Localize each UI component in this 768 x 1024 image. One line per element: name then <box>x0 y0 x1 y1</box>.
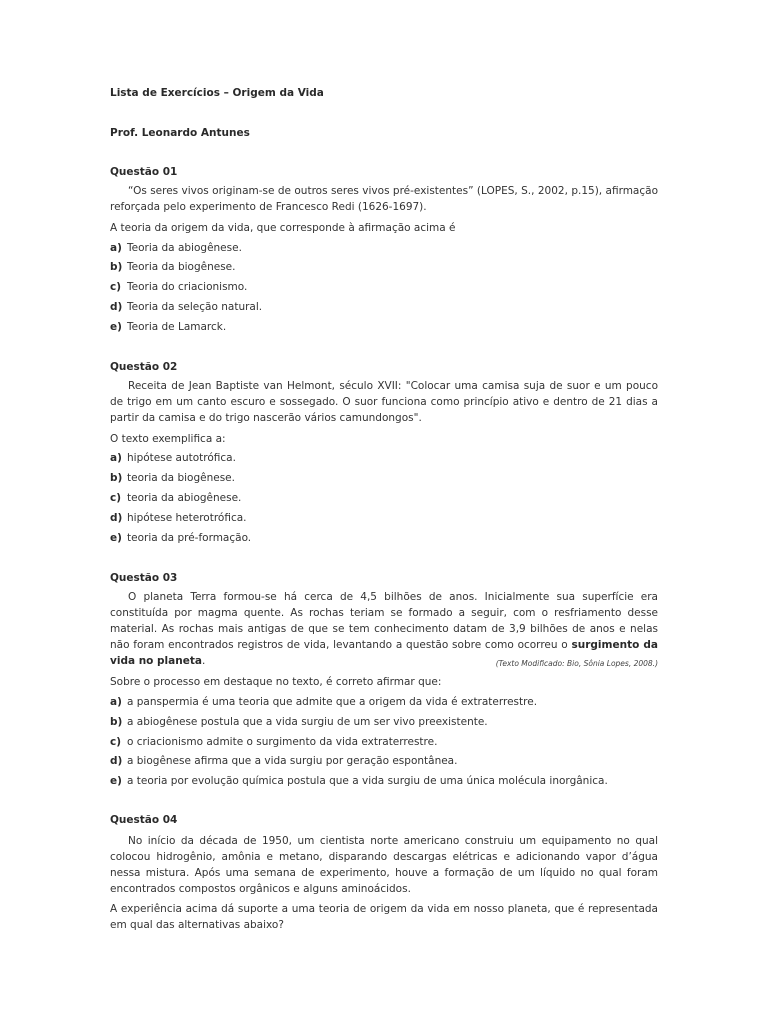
question-4-prompt: A experiência acima dá suporte a uma teoria de origem da vida em nosso planeta, que é representada em qual das alternativas abaixo? <box>110 903 658 931</box>
option-letter: c) <box>110 281 122 293</box>
q2-option-e <box>110 530 251 546</box>
q1-option-a <box>110 240 242 256</box>
q1-option-c <box>110 279 247 295</box>
option-text: hipótese heterotrófica. <box>127 512 247 524</box>
q1-option-d <box>110 299 262 315</box>
professor-name: Prof. Leonardo Antunes <box>110 127 250 139</box>
question-4-heading: Questão 04 <box>110 814 178 826</box>
q1-option-b <box>110 259 235 275</box>
option-letter: c) <box>110 492 122 504</box>
question-2-text: Receita de Jean Baptiste van Helmont, século XVII: "Colocar uma camisa suja de suor e um pouco de trigo em um canto escuro e sossegado. O suor funciona como princípio ativo e dentro de 21 dias a partir da camisa e do trigo nascerão vários camundongos". <box>110 380 658 424</box>
option-text: Teoria de Lamarck. <box>127 321 227 333</box>
question-1-heading: Questão 01 <box>110 166 178 178</box>
q2-option-c <box>110 490 241 506</box>
option-text: hipótese autotrófica. <box>127 452 236 464</box>
q2-option-d <box>110 510 247 526</box>
option-text: a biogênese afirma que a vida surgiu por geração espontânea. <box>127 755 458 767</box>
q2-option-b <box>110 470 235 486</box>
option-text: a teoria por evolução química postula que a vida surgiu de uma única molécula inorgânica. <box>127 775 608 787</box>
document-title: Lista de Exercícios – Origem da Vida <box>110 87 324 99</box>
q3-option-e <box>110 773 608 789</box>
source-citation: (Texto Modificado: Bio, Sônia Lopes, 2008.) <box>495 659 658 668</box>
question-3-text-main: O planeta Terra formou-se há cerca de 4,5 bilhões de anos. Inicialmente sua superfície era constituída por magma quente. As rochas teriam se formado a seguir, com o resfriamento desse material. As rochas mais antigas de que se tem conhecimento datam de 3,9 bilhões de anos e nelas não foram encontrados registros de vida, levantando a questão sobre como ocorreu o <box>110 591 658 651</box>
option-letter: a) <box>110 452 122 464</box>
option-letter: e) <box>110 775 122 787</box>
option-letter: b) <box>110 472 123 484</box>
option-text: teoria da abiogênese. <box>127 492 242 504</box>
option-letter: a) <box>110 242 122 254</box>
q3-option-d <box>110 753 457 769</box>
option-text: Teoria da abiogênese. <box>127 242 242 254</box>
option-text: a panspermia é uma teoria que admite que a origem da vida é extraterrestre. <box>127 696 538 708</box>
highlighted-phrase: surgimento da vida no planeta <box>110 639 659 667</box>
option-letter: d) <box>110 755 123 767</box>
question-1-text: “Os seres vivos originam-se de outros seres vivos pré-existentes” (LOPES, S., 2002, p.15), afirmação reforçada pelo experimento de Francesco Redi (1626-1697). <box>110 185 658 213</box>
question-1-prompt: A teoria da origem da vida, que corresponde à afirmação acima é <box>110 222 456 234</box>
q2-option-a <box>110 450 236 466</box>
option-letter: d) <box>110 512 123 524</box>
question-3-prompt: Sobre o processo em destaque no texto, é correto afirmar que: <box>110 676 442 688</box>
option-letter: b) <box>110 716 123 728</box>
q3-option-a <box>110 694 537 710</box>
option-text: Teoria do criacionismo. <box>127 281 248 293</box>
option-text: o criacionismo admite o surgimento da vida extraterrestre. <box>127 736 438 748</box>
question-4-text: No início da década de 1950, um cientista norte americano construiu um equipamento no qual colocou hidrogênio, amônia e metano, disparando descargas elétricas e adicionando vapor d’água nessa mistura. Após uma semana de experimento, houve a formação de um líquido no qual foram encontrados compostos orgânicos e alguns aminoácidos. <box>110 835 658 895</box>
option-letter: a) <box>110 696 122 708</box>
q3-option-c <box>110 734 437 750</box>
option-text: teoria da pré-formação. <box>127 532 252 544</box>
option-letter: b) <box>110 261 123 273</box>
option-letter: e) <box>110 532 122 544</box>
question-3-heading: Questão 03 <box>110 572 178 584</box>
question-3-text-end: . <box>201 655 206 667</box>
option-letter: c) <box>110 736 122 748</box>
option-letter: e) <box>110 321 122 333</box>
option-text: teoria da biogênese. <box>127 472 235 484</box>
question-2-prompt: O texto exemplifica a: <box>110 433 226 445</box>
q1-option-e <box>110 319 226 335</box>
option-letter: d) <box>110 301 123 313</box>
question-3-text <box>110 589 658 669</box>
option-text: Teoria da biogênese. <box>127 261 236 273</box>
option-text: a abiogênese postula que a vida surgiu de um ser vivo preexistente. <box>127 716 488 728</box>
option-text: Teoria da seleção natural. <box>127 301 263 313</box>
q3-option-b <box>110 714 488 730</box>
question-2-heading: Questão 02 <box>110 361 178 373</box>
